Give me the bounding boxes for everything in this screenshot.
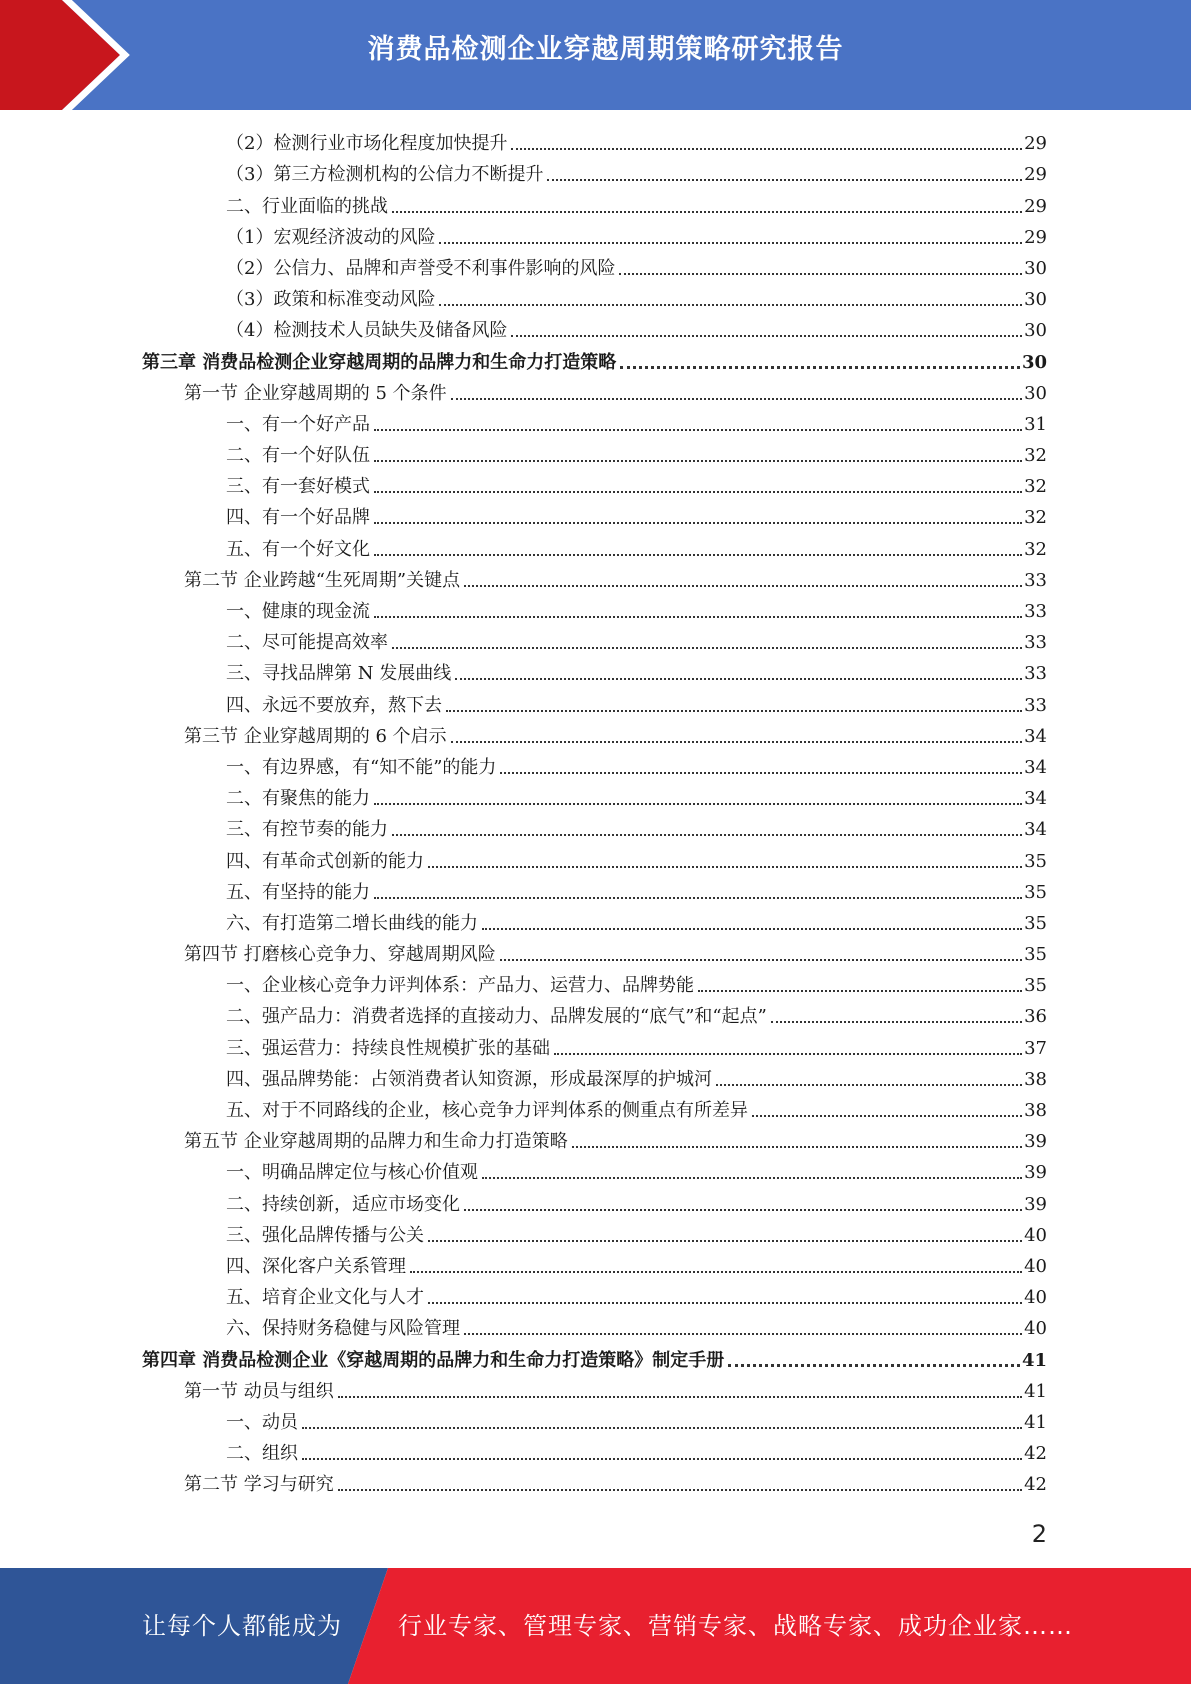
- toc-entry[interactable]: [0, 656, 1047, 687]
- toc-entry-page: 41: [1024, 1411, 1047, 1433]
- toc-dot-leader: [482, 928, 1022, 930]
- toc-dot-leader: [455, 678, 1022, 680]
- toc-entry-page: 36: [1024, 1006, 1047, 1028]
- toc-dot-leader: [439, 242, 1022, 244]
- toc-entry-page: 32: [1024, 445, 1047, 467]
- toc-entry-page: 29: [1024, 195, 1047, 217]
- toc-entry-title: 四、强品牌势能：占领消费者认知资源，形成最深厚的护城河: [226, 1068, 712, 1090]
- toc-dot-leader: [302, 1427, 1022, 1429]
- toc-entry-page: 34: [1024, 725, 1047, 747]
- toc-entry-page: 39: [1024, 1131, 1047, 1153]
- toc-entry-title: 第四章 消费品检测企业《穿越周期的品牌力和生命力打造策略》制定手册: [142, 1349, 725, 1371]
- toc-entry[interactable]: [0, 1030, 1047, 1061]
- toc-entry-title: （3）政策和标准变动风险: [226, 289, 436, 311]
- toc-dot-leader: [728, 1364, 1020, 1367]
- table-of-contents: [0, 126, 1191, 1498]
- toc-entry-title: 一、明确品牌定位与核心价值观: [226, 1162, 478, 1184]
- toc-dot-leader: [410, 1271, 1022, 1273]
- toc-entry[interactable]: [0, 812, 1047, 843]
- toc-dot-leader: [500, 772, 1022, 774]
- page-footer: [0, 1568, 1191, 1684]
- toc-entry[interactable]: [0, 469, 1047, 500]
- toc-entry[interactable]: [0, 1342, 1047, 1373]
- toc-dot-leader: [511, 335, 1022, 337]
- toc-dot-leader: [374, 554, 1022, 556]
- toc-dot-leader: [572, 1146, 1022, 1148]
- toc-entry[interactable]: [0, 594, 1047, 625]
- toc-entry-page: 35: [1024, 850, 1047, 872]
- toc-dot-leader: [392, 647, 1022, 649]
- toc-dot-leader: [439, 304, 1022, 306]
- toc-entry-title: 二、行业面临的挑战: [226, 195, 388, 217]
- footer-roles: 行业专家、管理专家、营销专家、战略专家、成功企业家……: [398, 1612, 1073, 1640]
- toc-entry-title: （2）检测行业市场化程度加快提升: [226, 133, 508, 155]
- toc-dot-leader: [338, 1396, 1022, 1398]
- toc-dot-leader: [619, 273, 1022, 275]
- toc-dot-leader: [392, 211, 1022, 213]
- toc-entry[interactable]: [0, 1249, 1047, 1280]
- toc-dot-leader: [374, 616, 1022, 618]
- toc-entry-title: 五、有坚持的能力: [226, 881, 370, 903]
- toc-entry[interactable]: [0, 1062, 1047, 1093]
- toc-entry-page: 31: [1024, 413, 1047, 435]
- toc-entry[interactable]: [0, 438, 1047, 469]
- toc-entry-page: 29: [1024, 226, 1047, 248]
- toc-entry-title: 二、有一个好队伍: [226, 445, 370, 467]
- toc-entry-title: 一、动员: [226, 1411, 298, 1433]
- toc-entry-title: 四、有革命式创新的能力: [226, 850, 424, 872]
- toc-entry[interactable]: [0, 1374, 1047, 1405]
- toc-entry[interactable]: [0, 968, 1047, 999]
- toc-entry-page: 33: [1024, 663, 1047, 685]
- toc-dot-leader: [464, 585, 1022, 587]
- toc-entry-title: 第三节 企业穿越周期的 6 个启示: [184, 725, 447, 747]
- toc-entry-page: 33: [1024, 694, 1047, 716]
- toc-entry[interactable]: [0, 282, 1047, 313]
- toc-entry[interactable]: [0, 1280, 1047, 1311]
- toc-entry[interactable]: [0, 1186, 1047, 1217]
- toc-dot-leader: [428, 1240, 1022, 1242]
- toc-entry-title: 二、组织: [226, 1443, 298, 1465]
- toc-dot-leader: [500, 959, 1022, 961]
- toc-entry-title: 第二节 学习与研究: [184, 1474, 334, 1496]
- toc-entry-page: 34: [1024, 756, 1047, 778]
- toc-entry-title: 二、强产品力：消费者选择的直接动力、品牌发展的“底气”和“起点”: [226, 1006, 767, 1028]
- toc-entry[interactable]: [0, 875, 1047, 906]
- toc-dot-leader: [374, 803, 1022, 805]
- toc-entry-page: 30: [1024, 320, 1047, 342]
- toc-dot-leader: [374, 460, 1022, 462]
- toc-entry[interactable]: [0, 157, 1047, 188]
- toc-entry-title: 第一节 动员与组织: [184, 1380, 334, 1402]
- toc-dot-leader: [374, 491, 1022, 493]
- toc-entry-page: 32: [1024, 476, 1047, 498]
- toc-entry-page: 35: [1024, 944, 1047, 966]
- toc-entry-title: 三、寻找品牌第 N 发展曲线: [226, 663, 452, 685]
- toc-entry-page: 35: [1024, 881, 1047, 903]
- toc-entry[interactable]: [0, 500, 1047, 531]
- toc-dot-leader: [511, 148, 1022, 150]
- toc-entry[interactable]: [0, 1436, 1047, 1467]
- report-title: 消费品检测企业穿越周期策略研究报告: [367, 34, 844, 65]
- toc-entry-page: 35: [1024, 912, 1047, 934]
- toc-entry-page: 42: [1024, 1443, 1047, 1465]
- toc-entry[interactable]: [0, 1155, 1047, 1186]
- toc-entry-title: 六、有打造第二增长曲线的能力: [226, 912, 478, 934]
- toc-entry[interactable]: [0, 1093, 1047, 1124]
- toc-entry-page: 42: [1024, 1474, 1047, 1496]
- toc-entry-page: 33: [1024, 632, 1047, 654]
- toc-dot-leader: [482, 1177, 1022, 1179]
- toc-entry-page: 40: [1024, 1318, 1047, 1340]
- toc-entry-page: 33: [1024, 601, 1047, 622]
- toc-entry-title: 二、有聚焦的能力: [226, 788, 370, 810]
- toc-entry-page: 38: [1024, 1068, 1047, 1090]
- toc-entry-page: 30: [1024, 257, 1047, 279]
- toc-entry-page: 40: [1024, 1287, 1047, 1309]
- toc-entry[interactable]: [0, 1124, 1047, 1155]
- toc-entry[interactable]: [0, 719, 1047, 750]
- toc-dot-leader: [374, 897, 1022, 899]
- toc-entry-title: 一、健康的现金流: [226, 601, 370, 622]
- toc-entry[interactable]: [0, 750, 1047, 781]
- toc-entry-page: 40: [1024, 1255, 1047, 1277]
- toc-entry-page: 41: [1021, 1349, 1047, 1371]
- toc-dot-leader: [428, 866, 1022, 868]
- toc-entry-title: 五、培育企业文化与人才: [226, 1287, 424, 1309]
- toc-entry-title: （2）公信力、品牌和声誉受不利事件影响的风险: [226, 257, 616, 279]
- toc-entry[interactable]: [0, 188, 1047, 219]
- toc-entry-title: 一、企业核心竞争力评判体系：产品力、运营力、品牌势能: [226, 975, 694, 997]
- toc-entry-page: 38: [1024, 1100, 1047, 1121]
- toc-entry-page: 34: [1024, 819, 1047, 841]
- toc-dot-leader: [752, 1115, 1022, 1117]
- page-header: [0, 0, 1191, 110]
- toc-dot-leader: [374, 522, 1022, 524]
- toc-entry[interactable]: [0, 251, 1047, 282]
- toc-entry-title: 三、有控节奏的能力: [226, 819, 388, 841]
- toc-entry[interactable]: [0, 687, 1047, 718]
- toc-dot-leader: [620, 366, 1020, 369]
- toc-dot-leader: [392, 834, 1022, 836]
- toc-entry[interactable]: [0, 531, 1047, 562]
- toc-entry-page: 30: [1021, 351, 1047, 373]
- toc-dot-leader: [302, 1458, 1022, 1460]
- toc-entry-page: 29: [1024, 164, 1047, 186]
- toc-entry-title: 第五节 企业穿越周期的品牌力和生命力打造策略: [184, 1131, 568, 1153]
- toc-entry[interactable]: [0, 625, 1047, 656]
- toc-entry-title: 第一节 企业穿越周期的 5 个条件: [184, 382, 447, 404]
- toc-entry-page: 29: [1024, 133, 1047, 155]
- toc-entry-title: 五、对于不同路线的企业，核心竞争力评判体系的侧重点有所差异: [226, 1100, 748, 1121]
- toc-dot-leader: [547, 179, 1022, 181]
- toc-entry-title: 四、有一个好品牌: [226, 507, 370, 529]
- toc-dot-leader: [446, 710, 1022, 712]
- toc-entry-title: 一、有一个好产品: [226, 413, 370, 435]
- toc-dot-leader: [464, 1209, 1022, 1211]
- toc-entry[interactable]: [0, 1467, 1047, 1498]
- toc-entry-title: 六、保持财务稳健与风险管理: [226, 1318, 460, 1340]
- toc-entry-title: 第四节 打磨核心竞争力、穿越周期风险: [184, 944, 496, 966]
- toc-dot-leader: [374, 429, 1022, 431]
- toc-entry-title: 第二节 企业跨越“生死周期”关键点: [184, 569, 461, 591]
- toc-entry-title: （4）检测技术人员缺失及储备风险: [226, 320, 508, 342]
- toc-entry-page: 41: [1024, 1380, 1047, 1402]
- toc-entry-title: 四、永远不要放弃，熬下去: [226, 694, 442, 716]
- toc-entry[interactable]: [0, 313, 1047, 344]
- toc-entry-title: 三、强运营力：持续良性规模扩张的基础: [226, 1037, 550, 1059]
- toc-entry-title: 三、强化品牌传播与公关: [226, 1224, 424, 1246]
- toc-entry[interactable]: [0, 937, 1047, 968]
- toc-entry[interactable]: [0, 407, 1047, 438]
- toc-entry[interactable]: [0, 376, 1047, 407]
- toc-entry[interactable]: [0, 1405, 1047, 1436]
- toc-entry-title: 二、尽可能提高效率: [226, 632, 388, 654]
- toc-entry[interactable]: [0, 781, 1047, 812]
- toc-dot-leader: [451, 741, 1022, 743]
- toc-entry[interactable]: [0, 1218, 1047, 1249]
- toc-entry[interactable]: [0, 220, 1047, 251]
- toc-entry-title: 五、有一个好文化: [226, 538, 370, 560]
- footer-slogan: 让每个人都能成为: [142, 1612, 342, 1640]
- toc-dot-leader: [716, 1084, 1022, 1086]
- toc-dot-leader: [428, 1302, 1022, 1304]
- toc-entry-page: 39: [1024, 1162, 1047, 1184]
- toc-dot-leader: [338, 1489, 1022, 1491]
- toc-entry-title: 四、深化客户关系管理: [226, 1255, 406, 1277]
- toc-entry-page: 30: [1024, 289, 1047, 311]
- toc-entry-page: 39: [1024, 1193, 1047, 1215]
- toc-entry-title: 第三章 消费品检测企业穿越周期的品牌力和生命力打造策略: [142, 351, 617, 373]
- toc-entry-title: 一、有边界感，有“知不能”的能力: [226, 756, 497, 778]
- page-number: 2: [1031, 1520, 1047, 1548]
- toc-entry-page: 37: [1024, 1037, 1047, 1059]
- toc-entry[interactable]: [0, 1311, 1047, 1342]
- toc-entry-page: 34: [1024, 788, 1047, 810]
- toc-entry-page: 35: [1024, 975, 1047, 997]
- toc-dot-leader: [698, 990, 1022, 992]
- toc-entry[interactable]: [0, 344, 1047, 375]
- toc-entry-title: 三、有一套好模式: [226, 476, 370, 498]
- toc-entry[interactable]: [0, 999, 1047, 1030]
- toc-entry[interactable]: [0, 126, 1047, 157]
- toc-entry-title: （3）第三方检测机构的公信力不断提升: [226, 164, 544, 186]
- toc-dot-leader: [771, 1021, 1022, 1023]
- toc-entry[interactable]: [0, 563, 1047, 594]
- toc-entry-page: 30: [1024, 382, 1047, 404]
- toc-entry-page: 32: [1024, 507, 1047, 529]
- toc-entry-page: 40: [1024, 1224, 1047, 1246]
- toc-entry[interactable]: [0, 843, 1047, 874]
- toc-entry-title: （1）宏观经济波动的风险: [226, 226, 436, 248]
- toc-entry-page: 32: [1024, 538, 1047, 560]
- toc-dot-leader: [464, 1333, 1022, 1335]
- toc-entry[interactable]: [0, 906, 1047, 937]
- toc-dot-leader: [554, 1053, 1022, 1055]
- toc-entry-title: 二、持续创新，适应市场变化: [226, 1193, 460, 1215]
- toc-entry-page: 33: [1024, 569, 1047, 591]
- toc-dot-leader: [451, 398, 1022, 400]
